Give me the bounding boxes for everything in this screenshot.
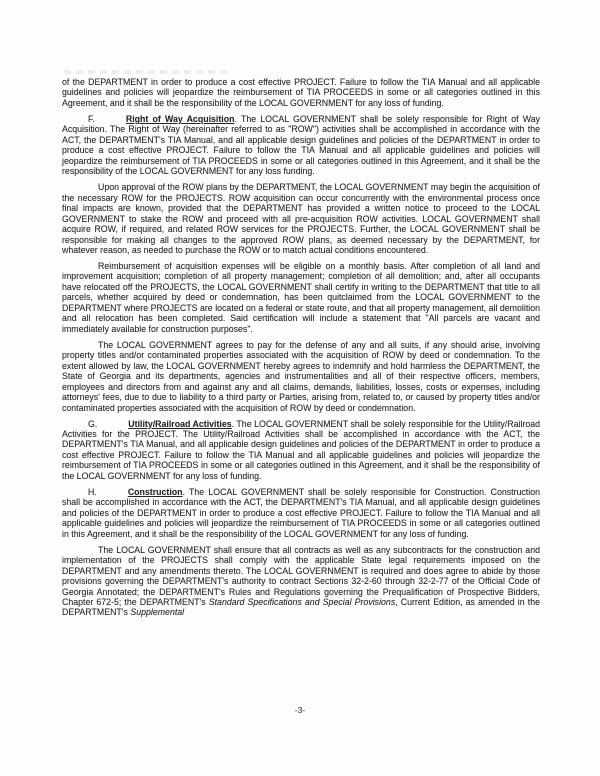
scan-artifact xyxy=(64,70,232,74)
section-letter-h: H. xyxy=(88,486,97,497)
paragraph-section-h xyxy=(62,487,540,539)
section-body-f: . The LOCAL GOVERNMENT shall be solely responsible for Right of Way Acquisition. The Right of Way (hereinafter referred to as "ROW") activities shall be accomplished in accordance with the ACT, the DEPARTMENT's TIA Manual, and all applicable design guidelines and policies of the DEPARTMENT in order to produce a cost effective PROJECT. Failure to follow the TIA Manual and all applicable guidelines and policies will jeopardize the reimbursement of TIA PROCEEDS in some or all categories outlined in this Agreement, and it shall be the responsibility of the LOCAL GOVERNMENT for any loss funding. xyxy=(62,113,541,177)
contracts-italic-standard-specifications: Standard Specifications and Special Provisions xyxy=(208,597,396,607)
contracts-italic-supplemental: Supplemental xyxy=(130,607,185,618)
paragraph-row-approval: Upon approval of the ROW plans by the DEPARTMENT, the LOCAL GOVERNMENT may begin the acquisition of the necessary ROW for the PROJECTS. ROW acquisition can occur concurrently with the environmental process once final impacts are known, provided that the DEPARTMENT has provided a written notice to proceed to the LOCAL GOVERNMENT to stake the ROW and proceed with all pre-acquisition ROW activities. LOCAL GOVERNMENT shall acquire ROW, if required, and related ROW services for the PROJECTS. Further, the LOCAL GOVERNMENT shall be responsible for making all changes to the approved ROW plans, as deemed necessary by the DEPARTMENT, for whatever reason, as needed to purchase the ROW or to match actual conditions encountered. xyxy=(62,182,540,255)
contracts-body-1: The LOCAL GOVERNMENT shall ensure that all contracts as well as any subcontracts for the construction and implementation of the PROJECTS shall comply with the applicable State legal requirements imposed on the DEPARTMENT and any amendments thereto. The LOCAL GOVERNMENT is required and does agree to abide by those provisions governing the DEPARTMENT's authority to contract Sections 32-2-60 through 32-2-77 of the Official Code of Georgia Annotated; the DEPARTMENT's Rules and Regulations governing the Prequalification of Prospective Bidders, Chapter 672-5; the DEPARTMENT's xyxy=(62,544,540,607)
paragraph-section-f xyxy=(62,114,540,177)
section-heading-construction: Construction xyxy=(127,486,183,497)
section-heading-utility-railroad: Utility/Railroad Activities xyxy=(128,418,232,429)
page-body xyxy=(62,77,540,624)
paragraph-continuation: of the DEPARTMENT in order to produce a cost effective PROJECT. Failure to follow the TIA Manual and all applicable guidelines and policies will jeopardize the reimbursement of TIA PROCEEDS in some or all categories outlined in this Agreement, and it shall be the responsibility of the LOCAL GOVERNMENT for any loss of funding. xyxy=(62,77,540,108)
contracts-body-2: , Current Edition, as amended in the DEPARTMENT's xyxy=(62,597,540,618)
section-heading-right-of-way: Right of Way Acquisition xyxy=(125,113,235,124)
paragraph-section-g xyxy=(62,419,540,482)
paragraph-reimbursement: Reimbursement of acquisition expenses will be eligible on a monthly basis. After completion of all land and improvement acquisition; completion of all property management; completion of all demolition; and, after all occupants have relocated off the PROJECTS, the LOCAL GOVERNMENT shall certify in writing to the DEPARTMENT that title to all parcels, whether acquired by deed or condemnation, has been quitclaimed from the LOCAL GOVERNMENT to the DEPARTMENT where PROJECTS are located on a federal or state route, and that all property management, all demolition and all relocation has been completed. Said certification will include a statement that "All parcels are vacant and immediately available for construction purposes". xyxy=(62,261,540,334)
section-letter-f: F. xyxy=(88,113,95,124)
paragraph-contracts-compliance xyxy=(62,545,540,618)
section-letter-g: G. xyxy=(88,418,98,429)
page-number: -3- xyxy=(294,705,306,715)
section-body-h: . The LOCAL GOVERNMENT shall be solely responsible for Construction. Construction shall be accomplished in accordance with the ACT, the DEPARTMENT's TIA Manual, and all applicable design guidelines and policies of the DEPARTMENT in order to produce a cost effective PROJECT. Failure to follow the TIA Manual and all applicable guidelines and policies will jeopardize the reimbursement of TIA PROCEEDS in some or all categories outlined in this Agreement, and it shall be the responsibility of the LOCAL GOVERNMENT for any loss of funding. xyxy=(62,486,540,539)
paragraph-defense-indemnity: The LOCAL GOVERNMENT agrees to pay for the defense of any and all suits, if any should arise, involving property titles and/or contaminated properties associated with the acquisition of ROW by deed or condemnation. To the extent allowed by law, the LOCAL GOVERNMENT hereby agrees to indemnify and hold harmless the DEPARTMENT, the State of Georgia and its departments, agencies and instrumentalities and all of their respective officers, members, employees and directors from and against any and all claims, demands, liabilities, losses, costs or expenses, including attorneys' fees, due to due to liability to a third party or Parties, arising from, related to, or caused by property titles and/or contaminated properties associated with the acquisition of ROW by deed or condemnation. xyxy=(62,339,540,413)
section-body-g: . The LOCAL GOVERNMENT shall be solely responsible for the Utility/Railroad Activities for the PROJECT. The Utility/Railroad Activities shall be accomplished in accordance with the ACT, the DEPARTMENT's TIA Manual, and all applicable design guidelines and policies of the DEPARTMENT in order to produce a cost effective PROJECT. Failure to follow the TIA Manual and all applicable guidelines and policies will jeopardize the reimbursement of TIA PROCEEDS in some or all categories outlined in this Agreement, and it shall be the responsibility of the LOCAL GOVERNMENT for any loss of funding. xyxy=(62,418,540,481)
